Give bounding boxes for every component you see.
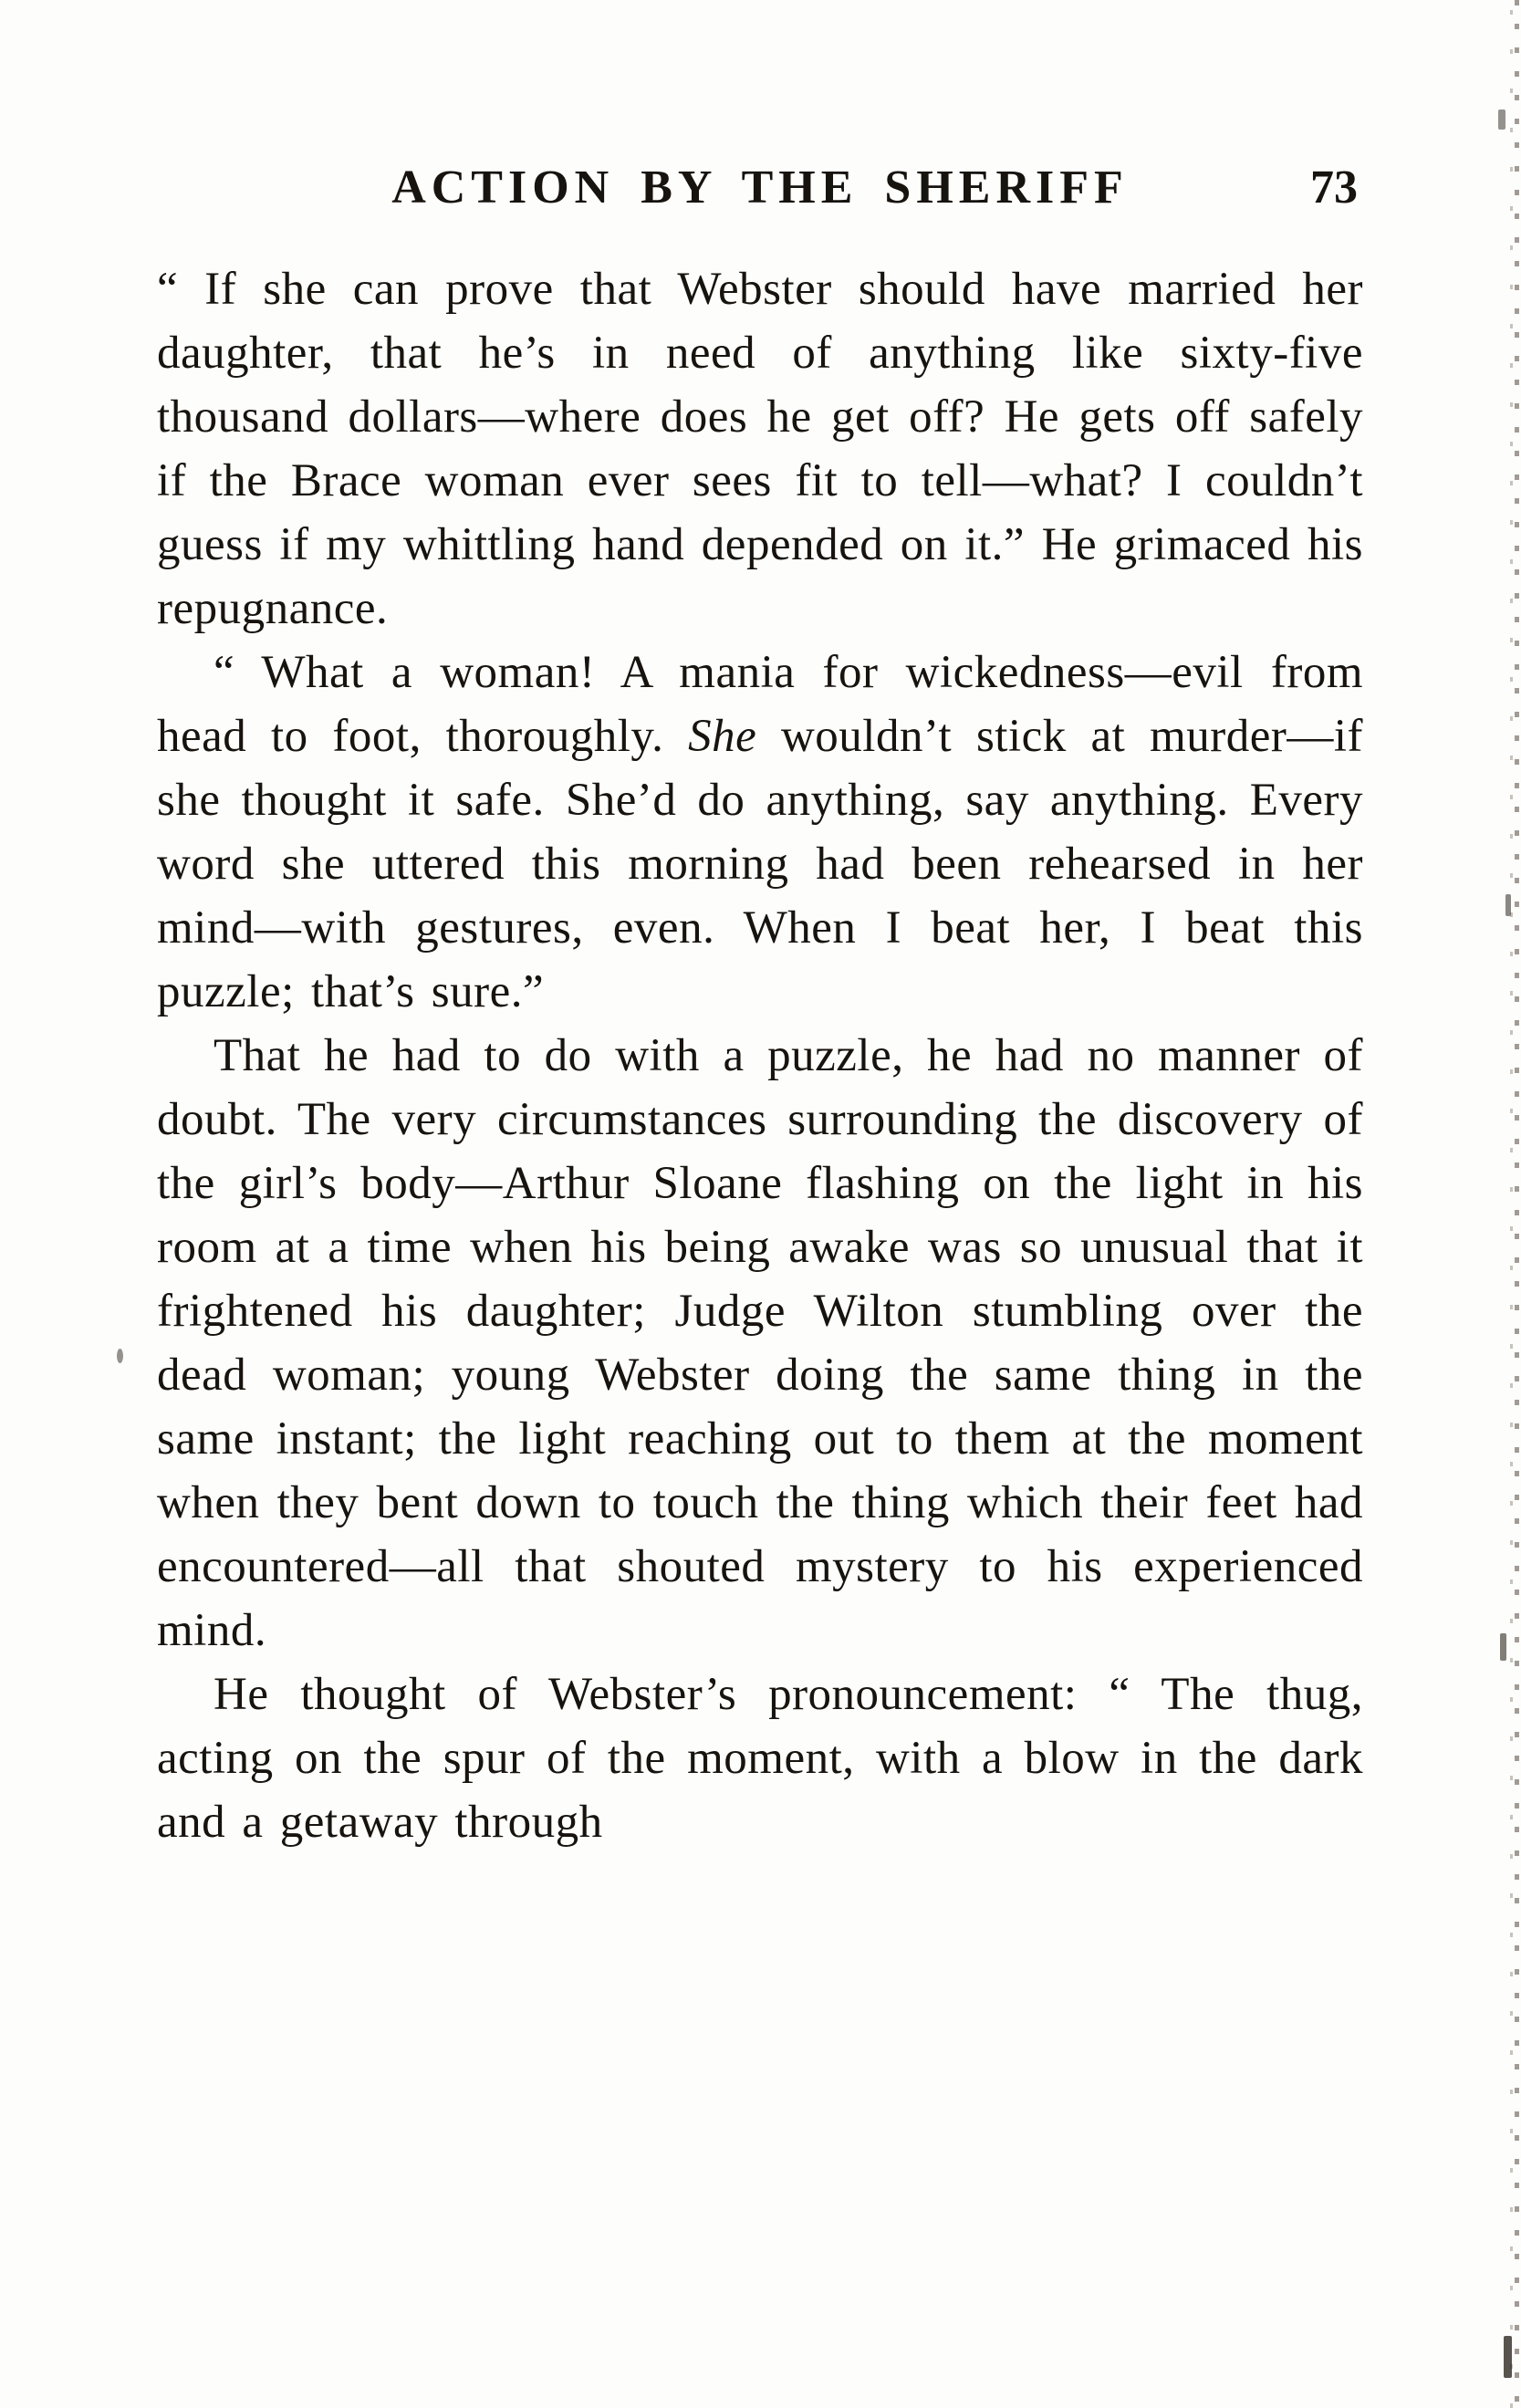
running-header <box>157 161 1363 232</box>
scan-speck <box>1500 1633 1506 1661</box>
paragraph-1-text: “ If she can prove that Webster should have married her daughter, that he’s in need of anything like sixty-five thousand dollars—where does he get off? He gets off safely if the Brace woman ever sees fit to tell—what? I couldn’t guess if my whittling hand depended on it.” He grimaced his repugnance. <box>157 264 1363 634</box>
body-text <box>157 257 1363 1854</box>
paragraph-1 <box>157 257 1363 641</box>
scan-speck <box>1498 109 1505 130</box>
paragraph-4-text: He thought of Webster’s pronouncement: “ The thug, acting on the spur of the moment, with a blow in the dark and a getaway through <box>157 1669 1363 1848</box>
scan-edge-artifacts <box>1506 0 1521 2408</box>
scan-speck <box>1505 894 1511 916</box>
paragraph-2-italic-word: She <box>688 711 757 762</box>
paragraph-2-run-1: “ What a woman! A mania for wickedness—evil from head to foot, thoroughly. <box>157 647 1363 762</box>
paragraph-3 <box>157 1024 1363 1663</box>
scan-speck <box>117 1349 123 1363</box>
text-block <box>157 161 1363 1854</box>
page-number: 73 <box>1310 162 1358 214</box>
paragraph-2-run-3: wouldn’t stick at murder—if she thought it safe. She’d do anything, say anything. Every word she uttered this morning had been rehearsed in her mind—with gestures, even. When I beat her, I beat this puzzle; that’s sure.” <box>157 711 1363 1017</box>
scan-speck <box>1504 2336 1512 2378</box>
paragraph-4 <box>157 1663 1363 1854</box>
chapter-title: ACTION BY THE SHERIFF <box>391 162 1129 214</box>
paragraph-2 <box>157 641 1363 1024</box>
paragraph-3-text: That he had to do with a puzzle, he had no manner of doubt. The very circumstances surrounding the discovery of the girl’s body—Arthur Sloane flashing on the light in his room at a time when his being awake was so unusual that it frightened his daughter; Judge Wilton stumbling over the dead woman; young Webster doing the same thing in the same instant; the light reaching out to them at the moment when they bent down to touch the thing which their feet had encountered—all that shouted mystery to his experienced mind. <box>157 1030 1363 1656</box>
